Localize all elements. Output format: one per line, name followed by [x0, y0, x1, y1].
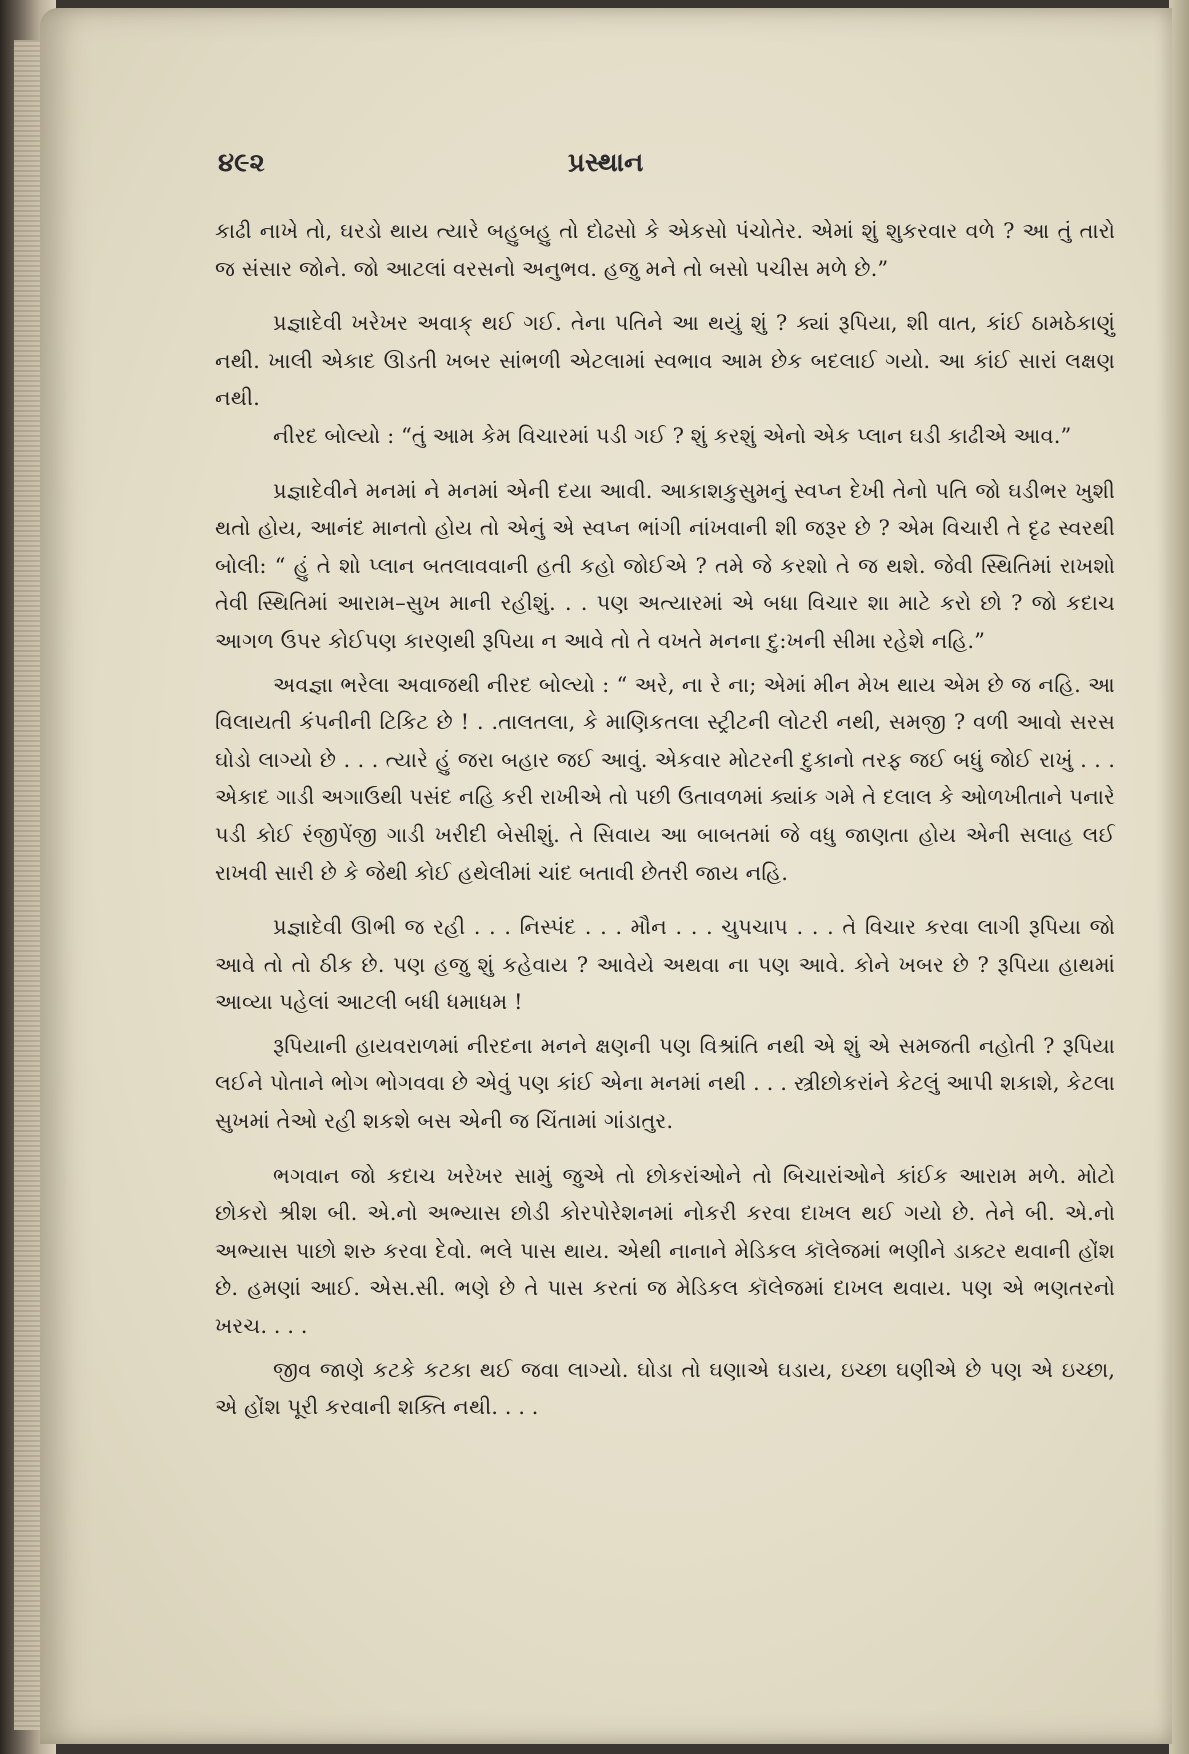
running-title: પ્રસ્થાન — [568, 148, 644, 178]
page-header — [218, 148, 1018, 188]
paragraph: રૂપિયાની હાયવરાળમાં નીરદના મનને ક્ષણની પણ વિશ્રાંતિ નથી એ શું એ સમજતી નહોતી ? રૂપિયા લઈને પોતાને ભોગ ભોગવવા છે એવું પણ કાંઈ એના મનમાં નથી . . . સ્ત્રીછોકરાંને કેટલું આપી શકાશે, કેટલા સુખમાં તેઓ રહી શકશે બસ એની જ ચિંતામાં ગાંડાતુર. — [215, 1032, 1115, 1134]
paragraph: પ્રજ્ઞાદેવી ખરેખર અવાક્‌ થઈ ગઈ. તેના પતિને આ થયું શું ? ક્યાં રૂપિયા, શી વાત, કાંઈ ઠામઠેકાણું નથી. ખાલી એકાદ ઊડતી ખબર સાંભળી એટલામાં સ્વભાવ આમ છેક બદલાઈ ગયો. આ કાંઈ સારાં લક્ષણ નથી. — [215, 310, 1115, 411]
paragraph: નીરદ બોલ્યો : “તું આમ કેમ વિચારમાં પડી ગઈ ? શું કરશું એનો એક પ્લાન ઘડી કાઢીએ આવ.” — [273, 422, 1072, 448]
book-right-edge — [1169, 0, 1189, 1754]
paragraph: અવજ્ઞા ભરેલા અવાજથી નીરદ બોલ્યો : “ અરે, ના રે ના; એમાં મીન મેખ થાય એમ છે જ નહિ. આ વિલાયતી કંપનીની ટિકિટ છે ! . .તાલતલા, કે માણિકતલા સ્ટ્રીટની લોટરી નથી, સમજી ? વળી આવો સરસ ઘોડો લાગ્યો છે . . . ત્યારે હું જરા બહાર જઈ આવું. એકવાર મોટરની દુકાનો તરફ જઈ બધું જોઈ રાખું . . . એકાદ ગાડી અગાઉથી પસંદ નહિ કરી રાખીએ તો પછી ઉતાવળમાં ક્યાંક ગમે તે દલાલ કે ઓળખીતાને પનારે પડી કોઈ રંજીપેંજી ગાડી ખરીદી બેસીશું. તે સિવાય આ બાબતમાં જે વધુ જાણતા હોય એની સલાહ લઈ રાખવી સારી છે કે જેથી કોઈ હથેલીમાં ચાંદ બતાવી છેતરી જાય નહિ. — [215, 671, 1115, 885]
paragraph: પ્રજ્ઞાદેવીને મનમાં ને મનમાં એની દયા આવી. આકાશકુસુમનું સ્વપ્ન દેખી તેનો પતિ જો ઘડીભર ખુશી થતો હોય, આનંદ માનતો હોય તો એનું એ સ્વપ્ન ભાંગી નાંખવાની શી જરૂર છે ? એમ વિચારી તે દૃઢ સ્વરથી બોલી: “ હું તે શો પ્લાન બતલાવવાની હતી કહો જોઈએ ? તમે જે કરશો તે જ થશે. જેવી સ્થિતિમાં રાખશો તેવી સ્થિતિમાં આરામ–સુખ માની રહીશું. . . પણ અત્યારમાં એ બધા વિચાર શા માટે કરો છો ? જો કદાચ આગળ ઉપર કોઈપણ કારણથી રૂપિયા ન આવે તો તે વખતે મનના દુ:ખની સીમા રહેશે નહિ.” — [215, 477, 1115, 653]
paragraph: જીવ જાણે કટકે કટકા થઈ જવા લાગ્યો. ઘોડા તો ઘણાએ ઘડાય, ઇચ્છા ઘણીએ છે પણ એ ઇચ્છા, એ હોંશ પૂરી કરવાની શક્તિ નથી. . . . — [215, 1356, 1115, 1420]
paragraph: કાઢી નાખે તો, ઘરડો થાય ત્યારે બહુબહુ તો દોઢસો કે એકસો પંચોતેર. એમાં શું શુકરવાર વળે ? આ તું તારો જ સંસાર જોને. જો આટલાં વરસનો અનુભવ. હજુ મને તો બસો પચીસ મળે છે.” — [215, 218, 1115, 281]
paragraph: પ્રજ્ઞાદેવી ઊભી જ રહી . . . નિસ્પંદ . . . મૌન . . . ચુપચાપ . . . તે વિચાર કરવા લાગી રૂપિયા જો આવે તો તો ઠીક છે. પણ હજુ શું કહેવાય ? આવેયે અથવા ના પણ આવે. કોને ખબર છે ? રૂપિયા હાથમાં આવ્યા પહેલાં આટલી બધી ધમાધમ ! — [215, 914, 1115, 1015]
body-text — [215, 212, 1115, 1426]
page-number: ૪૯૨ — [218, 148, 265, 178]
paragraph: ભગવાન જો કદાચ ખરેખર સામું જુએ તો છોકરાંઓને તો બિચારાંઓને કાંઈક આરામ મળે. મોટો છોકરો શ્રીશ બી. એ.નો અભ્યાસ છોડી કોરપોરેશનમાં નોકરી કરવા દાખલ થઈ ગયો છે. તેને બી. એ.નો અભ્યાસ પાછો શરુ કરવા દેવો. ભલે પાસ થાય. એથી નાનાને મેડિકલ કૉલેજમાં ભણીને ડાક્ટર થવાની હોંશ છે. હમણાં આઈ. એસ.સી. ભણે છે તે પાસ કરતાં જ મેડિકલ કૉલેજમાં દાખલ થવાય. પણ એ ભણતરનો ખરચ. . . . — [215, 1162, 1115, 1339]
